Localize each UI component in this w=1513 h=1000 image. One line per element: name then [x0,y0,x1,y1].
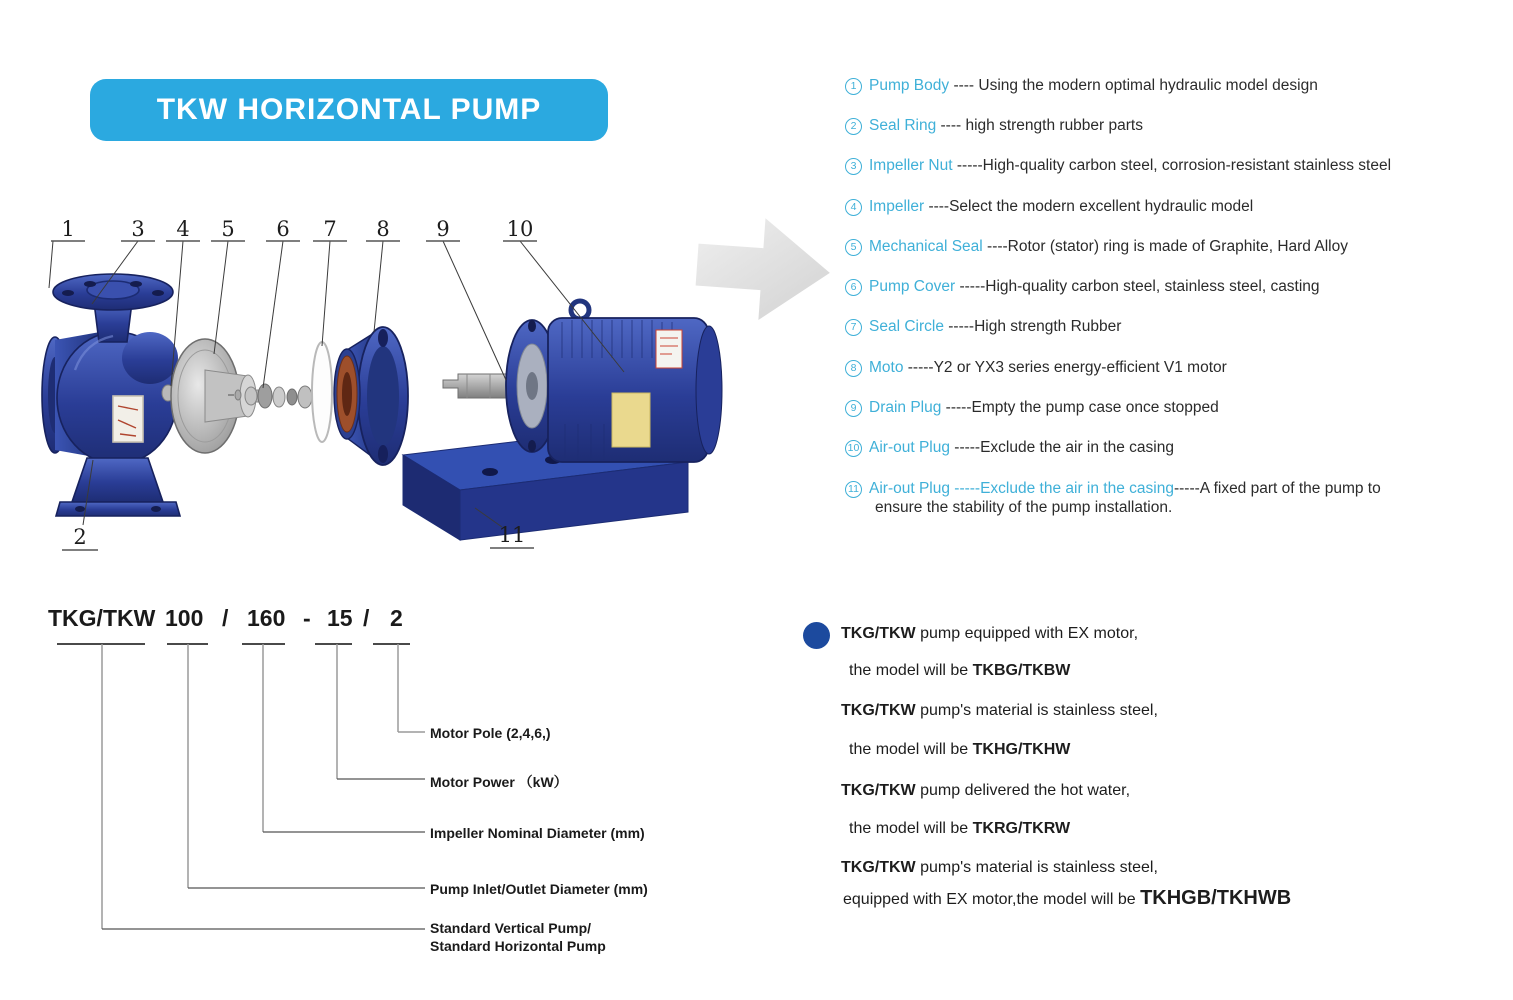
part-item-3 [845,155,1391,177]
callout-2: 2 [73,525,87,549]
note-text: pump's material is stainless steel, [915,702,1158,719]
note-line-6 [849,820,1070,838]
page-title: TKW HORIZONTAL PUMP [156,93,542,126]
note-model-code: TKRG/TKRW [972,820,1071,837]
callout-1: 1 [61,217,75,241]
pump-exploded-diagram [20,210,830,560]
part-desc: ---- high strength rubber parts [936,117,1143,134]
decode-label-inlet-dia: Pump Inlet/Outlet Diameter (mm) [430,881,648,897]
bullet-dot-icon [803,622,830,649]
part-number-badge: 2 [845,118,862,135]
part-number-badge: 7 [845,319,862,336]
part-desc: -----Y2 or YX3 series energy-efficient V1 motor [903,359,1227,376]
note-line-8 [843,887,1291,910]
part-desc: ----Rotor (stator) ring is made of Graphite, Hard Alloy [982,238,1348,255]
motor-illustration [443,301,722,462]
part-item-8 [845,357,1227,379]
callout-6: 6 [276,217,290,241]
callout-8: 8 [376,217,390,241]
part-name: Pump Cover [869,278,956,295]
callout-11: 11 [498,523,526,547]
part-item-10 [845,437,1174,459]
part-item-2 [845,115,1143,137]
note-line-7 [841,859,1158,877]
note-bold: TKG/TKW [841,702,916,719]
part-item-7 [845,316,1121,338]
part-desc: -----A fixed part of the pump to [1173,480,1381,497]
part-item-9 [845,397,1219,419]
model-inlet: 100 [165,605,204,631]
part-number-badge: 1 [845,78,862,95]
part-item-4 [845,196,1253,218]
part-name: Pump Body [869,77,950,94]
callout-4: 4 [176,217,190,241]
part-item-6 [845,276,1320,298]
decode-label-impeller-dia: Impeller Nominal Diameter (mm) [430,825,645,841]
note-line-3 [841,702,1158,720]
part-number-badge: 11 [845,481,862,498]
part-number-badge: 9 [845,400,862,417]
part-item-1 [845,75,1318,97]
part-name: Impeller Nut [869,157,953,174]
part-item-5 [845,236,1348,258]
callout-3: 3 [131,217,145,241]
part-number-badge: 6 [845,279,862,296]
part-desc: -----High-quality carbon steel, corrosion-resistant stainless steel [952,157,1392,174]
callout-10: 10 [506,217,534,241]
part-desc: -----High strength Rubber [943,318,1122,335]
note-text: the model will be [849,741,973,758]
model-decode-lines [0,640,760,960]
part-number-badge: 10 [845,440,862,457]
part-number-badge: 4 [845,199,862,216]
part-name: Air-out Plug [869,439,950,456]
model-power: 15 [327,605,353,631]
part-number-badge: 3 [845,158,862,175]
flow-arrow-icon [694,214,830,325]
part-name: Seal Ring [869,117,937,134]
part-name: Seal Circle [869,318,944,335]
part-desc-highlight: -----Exclude the air in the casing [949,480,1174,497]
note-text: pump equipped with EX motor, [915,625,1139,642]
note-model-code: TKHGB/TKHWB [1140,887,1292,909]
part-number-badge: 5 [845,239,862,256]
part-name: Moto [869,359,904,376]
note-text: the model will be [849,820,973,837]
model-sep3: / [363,605,370,631]
decode-label-motor-pole: Motor Pole (2,4,6,) [430,725,551,741]
note-text: equipped with EX motor,the model will be [843,891,1141,908]
decode-label-motor-power: Motor Power （kW） [430,774,568,790]
note-model-code: TKHG/TKHW [972,741,1071,758]
part-name: Drain Plug [869,399,942,416]
callout-7: 7 [323,217,337,241]
part-desc: -----High-quality carbon steel, stainless steel, casting [955,278,1320,295]
title-banner [90,79,608,141]
note-line-4 [849,741,1070,759]
part-desc: ----Select the modern excellent hydraulic model [924,198,1254,215]
note-text: the model will be [849,662,973,679]
part-desc: -----Empty the pump case once stopped [941,399,1219,416]
part-name: Impeller [869,198,925,215]
model-impeller: 160 [247,605,286,631]
pump-cover-illustration [334,327,408,465]
part-item-11-line2: ensure the stability of the pump installation. [875,499,1173,516]
note-line-1 [841,625,1138,643]
note-bold: TKG/TKW [841,859,916,876]
part-number-badge: 8 [845,360,862,377]
model-sep2: - [303,605,311,631]
note-bold: TKG/TKW [841,782,916,799]
note-bold: TKG/TKW [841,625,916,642]
model-series: TKG/TKW [48,605,156,631]
note-line-5 [841,782,1130,800]
part-name: Air-out Plug [869,480,950,497]
part-desc: ---- Using the modern optimal hydraulic model design [949,77,1318,94]
callout-9: 9 [436,217,450,241]
callout-5: 5 [221,217,235,241]
part-name: Mechanical Seal [869,238,983,255]
note-model-code: TKBG/TKBW [972,662,1071,679]
model-sep1: / [222,605,229,631]
decode-label-standard-1: Standard Vertical Pump/ [430,920,592,936]
note-text: pump's material is stainless steel, [915,859,1158,876]
seal-circle-illustration [312,342,332,442]
part-item-11 [845,478,1381,500]
model-pole: 2 [390,605,403,631]
part-desc: -----Exclude the air in the casing [949,439,1174,456]
decode-label-standard-2: Standard Horizontal Pump [430,938,606,954]
note-text: pump delivered the hot water, [915,782,1131,799]
note-line-2 [849,662,1070,680]
pump-body-illustration [42,274,180,516]
